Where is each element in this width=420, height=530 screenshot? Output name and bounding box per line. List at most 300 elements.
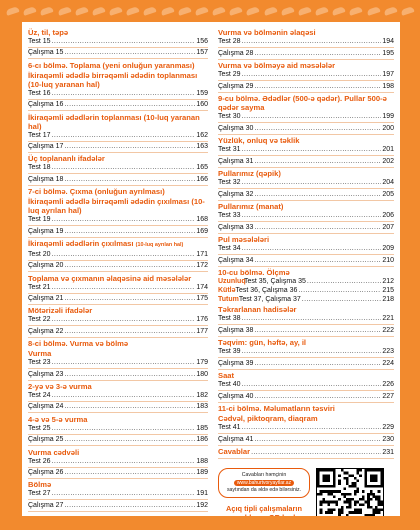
entry-label: Test 28 [218,38,241,45]
entry-page-number: 224 [382,360,394,367]
entry-page-number: 179 [196,359,208,367]
dot-leader [302,295,382,304]
leaf-shape [263,6,277,16]
dot-leader [242,244,382,253]
entry-page-number: 212 [382,278,394,285]
entry-page-number: 157 [196,49,208,57]
contents-entry[interactable] [28,131,208,140]
dot-leader [64,227,195,236]
section-heading: 6-cı bölmə. Toplama (yeni onluğun yaranması) [28,60,195,70]
entry-label: Test 41 [218,424,241,431]
contents-entry[interactable] [28,327,208,336]
entry-divider [218,221,394,222]
contents-entry[interactable] [218,157,394,166]
contents-entry[interactable] [218,190,394,199]
entry-page-number: 230 [382,436,394,443]
section-heading: Saat [218,371,235,380]
entry-page-number: 227 [382,393,394,400]
entry-label: Test 29 [218,71,241,78]
entry-label: Test 18 [28,164,51,172]
dot-leader [52,358,196,367]
entry-divider [218,390,394,391]
entry-divider [218,336,394,337]
dot-leader [242,314,382,323]
contents-entry[interactable] [218,392,394,401]
entry-divider [218,233,394,234]
dot-leader [64,261,195,270]
entry-label: Çalışma 16 [28,101,64,109]
contents-entry[interactable] [28,501,208,510]
contents-entry[interactable] [218,380,394,389]
leaf-shape [366,6,380,16]
contents-list-right [218,27,394,460]
entry-label: Çalışma 21 [28,295,64,303]
entry-label: Çalışma 30 [218,125,254,132]
contents-entry[interactable] [28,261,208,270]
dot-leader [242,178,382,187]
entry-page-number: 204 [382,179,394,186]
contents-column-left [28,27,208,512]
entry-label: Cavablar [218,447,251,456]
dot-leader [64,435,195,444]
dot-leader [64,142,195,151]
entry-divider [218,80,394,81]
entry-page-number: 209 [382,245,394,252]
entry-label: Test 32 [218,179,241,186]
entry-page-number: 176 [196,316,208,324]
top-pattern-band [0,0,420,22]
dot-leader [52,424,196,433]
entry-label: Çalışma 26 [28,468,64,476]
entry-label: Test 24 [28,392,51,400]
dot-leader [254,392,381,401]
contents-page [22,22,400,516]
section-heading: 2-yə və 3-ə vurma [28,382,92,392]
qr-note: Açıq tipli çalışmaların [226,503,302,513]
entry-page-number: 222 [382,327,394,334]
entry-label: Çalışma 25 [28,436,64,444]
section-heading: 4-ə və 5-ə vurma [28,414,88,424]
entry-page-number: 215 [382,287,394,294]
contents-entry[interactable] [218,447,394,457]
section-heading: Təqvim: gün, həftə, ay, il [218,338,307,347]
leaf-shape [143,6,157,16]
entry-label: Çalışma 38 [218,327,254,334]
dot-leader [254,157,381,166]
dot-leader [254,435,381,444]
entry-label: Çalışma 17 [28,142,64,150]
section-heading: 10-cu bölmə. Ölçmə [218,268,290,277]
entry-label: Çalışma 33 [218,224,254,231]
section-heading: Toplama və çıxmanın əlaqəsinə aid məsələlər [28,273,192,283]
entry-page-number: 207 [382,224,394,231]
dot-leader [242,380,382,389]
leaf-shape [91,6,105,16]
section-heading: İkiraqəmli ədədlərin toplanması (10-luq yaranan hal) [28,112,200,131]
entry-label: Test 23 [28,359,51,367]
leaf-shape [74,6,88,16]
entry-page-number: 185 [196,424,208,432]
entry-page-number: 198 [382,83,394,90]
entry-page-number: 210 [382,257,394,264]
entry-label: Test 17 [28,131,51,139]
section-heading: Vurma və bölməyə aid məsələlər [218,61,336,70]
contents-entry[interactable] [28,489,208,498]
dot-leader [242,347,382,356]
contents-entry[interactable] [28,391,208,400]
contents-entry[interactable] [28,142,208,151]
dot-leader [64,175,195,184]
entry-label: Çalışma 15 [28,49,64,57]
entry-divider [218,92,394,93]
contents-entry[interactable] [218,244,394,253]
entry-divider [218,188,394,189]
contents-entry[interactable] [28,457,208,466]
section-heading: Bölmə [28,480,52,490]
entry-label: Çalışma 31 [218,158,254,165]
entry-topic: Kütlə [218,287,236,294]
contents-entry[interactable] [218,124,394,133]
entry-page-number: 177 [196,327,208,335]
contents-entry[interactable] [28,402,208,411]
leaf-shape [314,6,328,16]
contents-entry[interactable] [28,227,208,236]
dot-leader [242,145,382,154]
entry-page-number: 231 [382,449,394,456]
dot-leader [307,277,381,286]
entry-page-number: 221 [382,315,394,322]
section-heading: 8-ci bölmə. Vurma və bölmə [28,339,129,349]
entry-page-number: 223 [382,348,394,355]
entry-label: Test 40 [218,381,241,388]
entry-page-number: 206 [382,212,394,219]
dot-leader [52,489,196,498]
entry-label: Çalışma 28 [218,50,254,57]
entry-page-number: 159 [196,89,208,97]
entry-page-number: 169 [196,227,208,235]
contents-entry[interactable] [28,89,208,98]
dot-leader [254,82,381,91]
leaf-shape [246,6,260,16]
dot-leader [52,283,196,292]
entry-page-number: 174 [196,283,208,291]
contents-entry[interactable] [218,145,394,154]
section-heading: Mötərizəli ifadələr [28,306,93,316]
contents-entry[interactable] [28,48,208,57]
entry-divider [218,445,394,446]
entry-divider [218,402,394,403]
entry-label: Çalışma 39 [218,360,254,367]
entry-page-number: 191 [196,490,208,498]
entry-divider [218,47,394,48]
entry-page-number: 189 [196,468,208,476]
entry-divider [218,134,394,135]
entry-page-number: 160 [196,101,208,109]
entry-page-number: 195 [382,50,394,57]
contents-entry[interactable] [28,283,208,292]
contents-entry[interactable] [218,423,394,432]
answers-bubble [218,468,310,498]
section-heading: Pullarımız (manat) [218,202,284,211]
leaf-shape [108,6,122,16]
section-heading: Vurma cədvəli [28,447,80,457]
leaf-shape [23,6,37,16]
section-heading [28,239,208,250]
entry-label: Test 20 [28,250,51,258]
contents-column-right [218,27,394,512]
entry-label: Çalışma 23 [28,370,64,378]
entry-page-number: 180 [196,370,208,378]
entry-page-number: 183 [196,403,208,411]
entry-page-number: 168 [196,216,208,224]
contents-entry[interactable] [28,250,208,259]
entry-label: Test 16 [28,89,51,97]
dot-leader [254,190,381,199]
entry-page-number: 172 [196,262,208,270]
leaf-shape [400,6,414,16]
contents-entry[interactable] [28,370,208,379]
contents-entry[interactable] [28,435,208,444]
contents-entry[interactable] [28,163,208,172]
entry-divider [218,155,394,156]
entry-page-number: 163 [196,142,208,150]
entry-label: Çalışma 32 [218,191,254,198]
entry-page-number: 182 [196,392,208,400]
dot-leader [52,37,196,46]
leaf-shape [383,6,397,16]
entry-label: Çalışma 19 [28,227,64,235]
entry-label: Test 34 [218,245,241,252]
bubble-line-1: Cavabları həmçinin [241,472,287,478]
section-heading: Üç toplananlı ifadələr [28,154,105,164]
contents-entry[interactable] [218,314,394,323]
entry-divider [218,369,394,370]
entry-page-number: 186 [196,436,208,444]
entry-label: Test 37, Çalışma 37 [238,296,301,303]
section-heading-note: (10-luq ayrılan hal) [135,241,184,248]
contents-entry[interactable] [218,49,394,58]
dot-leader [242,37,382,46]
entry-divider [218,433,394,434]
entry-page-number: 199 [382,113,394,120]
entry-label: Test 39 [218,348,241,355]
entry-label: Test 15 [28,38,51,45]
contents-entry[interactable] [28,468,208,477]
contents-entry[interactable] [218,223,394,232]
bottom-pattern-band [0,516,420,530]
contents-entry[interactable] [28,424,208,433]
entry-topic: Uzunluq [218,278,246,285]
section-heading: İkiraqəmli ədədlə birrəqəmli ədədin çıxılması (10-luq ayrılan hal) [28,197,205,216]
entry-divider [218,167,394,168]
dot-leader [64,370,195,379]
entry-page-number: 165 [196,164,208,172]
leaf-shape [194,6,208,16]
contents-entry[interactable] [218,211,394,220]
dot-leader [298,286,381,295]
bubble-line-2: saytından da əldə edə bilərsiniz. [226,487,302,493]
leaf-pattern [6,5,414,17]
entry-label: Çalışma 40 [218,393,254,400]
dot-leader [64,327,195,336]
dot-leader [52,315,196,324]
contents-entry[interactable] [218,347,394,356]
entry-page-number: 188 [196,457,208,465]
dot-leader [242,423,382,432]
entry-label: Çalışma 24 [28,403,64,411]
dot-leader [64,468,195,477]
dot-leader [254,223,381,232]
section-heading: 9-cu bölmə. Ədədlər (500-ə qədər). Pullar 500-ə qədər sayma [218,94,387,112]
contents-entry[interactable] [218,359,394,368]
entry-label: Test 19 [28,216,51,224]
dot-leader [52,89,196,98]
section-heading: Üz, til, təpə [28,28,69,37]
contents-entry[interactable] [218,326,394,335]
entry-page-number: 202 [382,158,394,165]
dot-leader [64,294,195,303]
section-heading: Cədvəl, piktoqram, diaqram [218,414,318,423]
entry-label: Test 30 [218,113,241,120]
entry-divider [218,254,394,255]
contents-entry[interactable] [28,358,208,367]
contents-entry[interactable] [28,100,208,109]
leaf-shape [57,6,71,16]
dot-leader [52,391,196,400]
entry-page-number: 229 [382,424,394,431]
dot-leader [52,131,196,140]
section-heading: 11-ci bölmə. Məlumatların təsviri [218,404,335,413]
section-heading: Vurma [28,349,52,359]
leaf-shape [297,6,311,16]
entry-label: Test 31 [218,146,241,153]
dot-leader [254,49,381,58]
entry-divider [218,122,394,123]
entry-page-number: 175 [196,295,208,303]
section-heading-text: İkiraqəmli ədədlərin çıxılması [28,238,134,248]
leaf-shape [349,6,363,16]
dot-leader [52,250,196,259]
entry-label: Çalışma 22 [28,327,64,335]
dot-leader [254,326,381,335]
entry-page-number: 218 [382,296,394,303]
dot-leader [52,215,196,224]
entry-topic: Tutum [218,296,239,303]
entry-divider [218,200,394,201]
entry-page-number: 197 [382,71,394,78]
section-heading: Yüzlük, onluq və təklik [218,136,300,145]
entry-page-number: 194 [382,38,394,45]
dot-leader [64,100,195,109]
contents-entry[interactable] [218,295,394,304]
entry-label: Test 36, Çalışma 36 [235,287,298,294]
entry-label: Test 38 [218,315,241,322]
contents-entry[interactable] [28,37,208,46]
dot-leader [242,70,382,79]
website-link[interactable]: www.bahurtvoryaytlar.az [234,480,294,487]
leaf-shape [40,6,54,16]
entry-label: Test 21 [28,283,51,291]
dot-leader [254,359,381,368]
entry-divider [218,59,394,60]
dot-leader [64,501,195,510]
section-heading: Pul məsələləri [218,235,270,244]
section-heading: İkiraqəmli ədədlə birrəqəmli ədədin toplanması (10-luq yaranan hal) [28,70,198,89]
dot-leader [52,457,196,466]
contents-entry[interactable] [218,277,394,286]
entry-page-number: 201 [382,146,394,153]
dot-leader [254,256,381,265]
contents-entry[interactable] [28,175,208,184]
entry-divider [218,324,394,325]
entry-page-number: 192 [196,501,208,509]
section-heading: Təkrarlanan hadisələr [218,305,297,314]
entry-label: Test 35, Çalışma 35 [244,278,306,285]
contents-entry[interactable] [28,294,208,303]
entry-label: Çalışma 27 [28,501,64,509]
entry-page-number: 156 [196,38,208,45]
contents-entry[interactable] [218,37,394,46]
leaf-shape [177,6,191,16]
entry-label: Test 25 [28,424,51,432]
entry-label: Test 22 [28,316,51,324]
entry-page-number: 200 [382,125,394,132]
leaf-shape [229,6,243,16]
entry-page-number: 171 [196,250,208,258]
entry-label: Çalışma 41 [218,436,254,443]
leaf-shape [126,6,140,16]
dot-leader [64,48,195,57]
leaf-shape [5,6,19,16]
contents-entry[interactable] [218,178,394,187]
leaf-shape [332,6,346,16]
dot-leader [242,211,382,220]
contents-entry[interactable] [218,286,394,295]
contents-entry[interactable] [218,70,394,79]
entry-label: Test 26 [28,457,51,465]
contents-entry[interactable] [28,315,208,324]
contents-entry[interactable] [28,215,208,224]
entry-page-number: 166 [196,175,208,183]
dot-leader [254,124,381,133]
entry-divider [218,357,394,358]
contents-entry[interactable] [218,435,394,444]
entry-label: Çalışma 18 [28,175,64,183]
entry-page-number: 226 [382,381,394,388]
leaf-shape [211,6,225,16]
section-heading: Pullarımız (qəpik) [218,169,281,178]
leaf-shape [160,6,174,16]
section-heading: Vurma və bölmənin əlaqəsi [218,28,316,37]
section-heading: 7-ci bölmə. Çıxma (onluğun ayrılması) [28,187,165,197]
entry-label: Test 27 [28,490,51,498]
entry-divider [218,266,394,267]
dot-leader [64,402,195,411]
entry-label: Çalışma 20 [28,262,64,270]
entry-page-number: 205 [382,191,394,198]
entry-label: Test 33 [218,212,241,219]
entry-page-number: 162 [196,131,208,139]
contents-entry[interactable] [218,82,394,91]
entry-label: Çalışma 34 [218,257,254,264]
leaf-shape [280,6,294,16]
dot-leader [52,163,196,172]
contents-entry[interactable] [218,112,394,121]
contents-entry[interactable] [218,256,394,265]
entry-divider [218,458,394,459]
dot-leader [242,112,382,121]
dot-leader [251,448,381,457]
